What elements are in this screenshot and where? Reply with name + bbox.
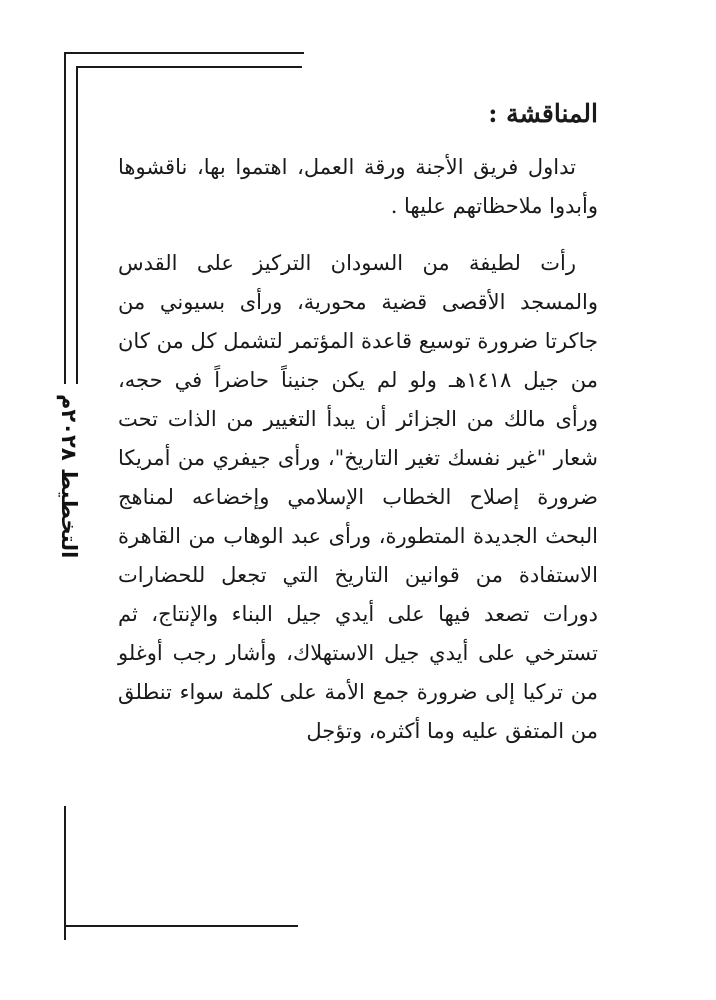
frame-left-outer-line — [64, 52, 66, 384]
paragraph-1: تداول فريق الأجنة ورقة العمل، اهتموا بها، ناقشوها وأبدوا ملاحظاتهم عليها . — [118, 155, 598, 218]
section-title: المناقشة : — [488, 99, 598, 128]
paragraph-2: رأت لطيفة من السودان التركيز على القدس والمسجد الأقصى قضية محورية، ورأى بسيوني من جاكرتا ضرورة توسيع قاعدة المؤتمر لتشمل كل من كان من جيل ١٤١٨هـ ولو لم يكن جنيناً حاضراً في حجه، ورأى مالك من الجزائر أن يبدأ التغيير من الذات تحت شعار "غير نفسك تغير التاريخ"، ورأى جيفري من أمريكا ضرورة إصلاح الخطاب الإسلامي وإخضاعه لمناهج البحث الجديدة المتطورة، ورأى عبد الوهاب من القاهرة الاستفادة من قوانين التاريخ التي تجعل للحضارات دورات تصعد فيها على أيدي جيل البناء والإنتاج، ثم تسترخي على أيدي جيل الاستهلاك، وأشار رجب أوغلو من تركيا إلى ضرورة جمع الأمة على كلمة سواء تنطلق من المتفق عليه وما أكثره، وتؤجل — [118, 251, 598, 743]
frame-top-outer-line — [64, 52, 304, 54]
running-header: التخطيط ٢٠٢٨م — [57, 393, 81, 558]
frame-bottom-vertical-line — [64, 806, 66, 940]
frame-bottom-horizontal-line — [64, 925, 298, 927]
frame-top-inner-line — [76, 66, 302, 68]
page-content — [118, 92, 598, 769]
frame-left-inner-line — [76, 66, 78, 384]
